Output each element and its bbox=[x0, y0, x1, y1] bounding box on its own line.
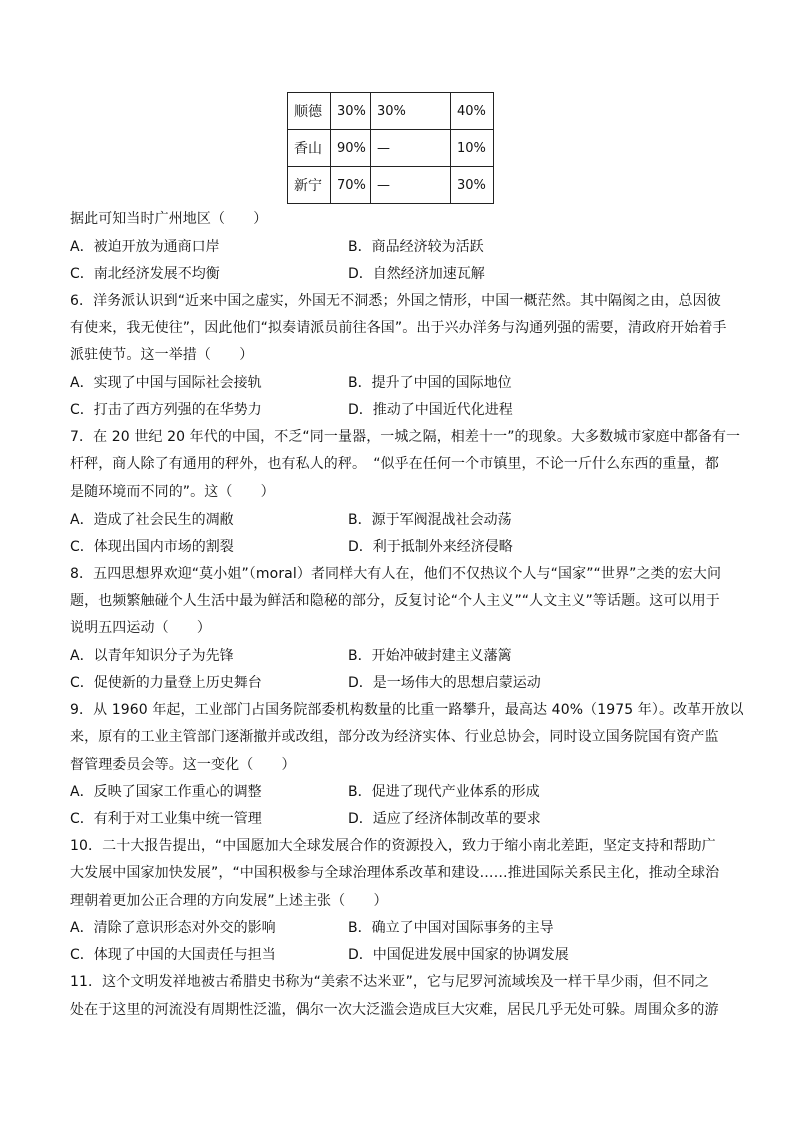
option-d[interactable]: D．适应了经济体制改革的要求 bbox=[348, 811, 541, 827]
option-a[interactable]: A．被迫开放为通商口岸 bbox=[70, 239, 220, 255]
question-stem-line: 说明五四运动（ ） bbox=[70, 620, 211, 636]
option-a[interactable]: A．造成了社会民生的凋敝 bbox=[70, 512, 234, 528]
question-stem-line: 派驻使节。这一举措（ ） bbox=[70, 347, 254, 363]
option-b[interactable]: B．开始冲破封建主义藩篱 bbox=[348, 648, 512, 664]
table-cell: 40% bbox=[451, 93, 494, 130]
option-c[interactable]: C．促使新的力量登上历史舞台 bbox=[70, 675, 262, 691]
table-cell: — bbox=[371, 167, 451, 204]
option-a[interactable]: A．清除了意识形态对外交的影响 bbox=[70, 920, 276, 936]
region-data-table bbox=[287, 92, 494, 204]
table-cell: — bbox=[371, 130, 451, 167]
option-c[interactable]: C．体现出国内市场的割裂 bbox=[70, 539, 234, 555]
table-row bbox=[288, 130, 494, 167]
question-stem-line: 有使来，我无使往”，因此他们“拟奏请派员前往各国”。出于兴办洋务与沟通列强的需要，清政府开始着手 bbox=[70, 320, 727, 336]
option-b[interactable]: B．商品经济较为活跃 bbox=[348, 239, 484, 255]
table-cell: 10% bbox=[451, 130, 494, 167]
question-stem-line: 据此可知当时广州地区（ ） bbox=[70, 211, 268, 227]
table-cell: 70% bbox=[331, 167, 371, 204]
option-c[interactable]: C．打击了西方列强的在华势力 bbox=[70, 402, 262, 418]
option-c[interactable]: C．体现了中国的大国责任与担当 bbox=[70, 947, 276, 963]
question-stem-line: 是随环境而不同的”。这（ ） bbox=[70, 484, 275, 500]
option-a[interactable]: A．反映了国家工作重心的调整 bbox=[70, 784, 262, 800]
question-stem-line: 题，也频繁触碰个人生活中最为鲜活和隐秘的部分，反复讨论“个人主义”“人文主义”等话题。这可以用于 bbox=[70, 593, 720, 609]
table-cell: 30% bbox=[371, 93, 451, 130]
question-stem-line: 10．二十大报告提出，“中国愿加大全球发展合作的资源投入，致力于缩小南北差距，坚定支持和帮助广 bbox=[70, 838, 716, 854]
question-stem-line: 11．这个文明发祥地被古希腊史书称为“美索不达米亚”，它与尼罗河流域埃及一样干旱少雨，但不同之 bbox=[70, 974, 710, 990]
option-b[interactable]: B．提升了中国的国际地位 bbox=[348, 375, 512, 391]
question-stem-line: 督管理委员会等。这一变化（ ） bbox=[70, 757, 296, 773]
option-a[interactable]: A．以青年知识分子为先锋 bbox=[70, 648, 234, 664]
question-stem-line: 来，原有的工业主管部门逐渐撤并或改组，部分改为经济实体、行业总协会，同时设立国务院国有资产监 bbox=[70, 729, 719, 745]
option-b[interactable]: B．确立了中国对国际事务的主导 bbox=[348, 920, 554, 936]
question-stem-line: 杆秤，商人除了有通用的秤外，也有私人的秤。 “似乎在任何一个市镇里，不论一斤什么东西的重量，都 bbox=[70, 456, 719, 472]
option-c[interactable]: C．南北经济发展不均衡 bbox=[70, 266, 220, 282]
question-stem-line: 理朝着更加公正合理的方向发展”上述主张（ ） bbox=[70, 893, 388, 909]
table-cell: 30% bbox=[451, 167, 494, 204]
option-a[interactable]: A．实现了中国与国际社会接轨 bbox=[70, 375, 262, 391]
option-d[interactable]: D．推动了中国近代化进程 bbox=[348, 402, 513, 418]
table-cell: 30% bbox=[331, 93, 371, 130]
table-row bbox=[288, 93, 494, 130]
option-d[interactable]: D．中国促进发展中国家的协调发展 bbox=[348, 947, 569, 963]
option-d[interactable]: D．是一场伟大的思想启蒙运动 bbox=[348, 675, 541, 691]
table-cell: 新宁 bbox=[288, 167, 331, 204]
table-cell: 90% bbox=[331, 130, 371, 167]
question-stem-line: 9．从 1960 年起，工业部门占国务院部委机构数量的比重一路攀升，最高达 40%（1975 年）。改革开放以 bbox=[70, 702, 744, 718]
option-b[interactable]: B．促进了现代产业体系的形成 bbox=[348, 784, 540, 800]
table-cell: 香山 bbox=[288, 130, 331, 167]
option-d[interactable]: D．自然经济加速瓦解 bbox=[348, 266, 485, 282]
question-stem-line: 大发展中国家加快发展”，“中国积极参与全球治理体系改革和建设……推进国际关系民主化，推动全球治 bbox=[70, 865, 720, 881]
table-cell: 顺德 bbox=[288, 93, 331, 130]
question-stem-line: 6．洋务派认识到“近来中国之虚实，外国无不洞悉；外国之情形，中国一概茫然。其中隔阂之由，总因彼 bbox=[70, 293, 721, 309]
question-stem-line: 8．五四思想界欢迎“莫小姐”（moral）者同样大有人在，他们不仅热议个人与“国家”“世界”之类的宏大问 bbox=[70, 566, 722, 582]
option-b[interactable]: B．源于军阀混战社会动荡 bbox=[348, 512, 512, 528]
option-d[interactable]: D．利于抵制外来经济侵略 bbox=[348, 539, 513, 555]
table-row bbox=[288, 167, 494, 204]
question-stem-line: 处在于这里的河流没有周期性泛滥，偶尔一次大泛滥会造成巨大灾难，居民几乎无处可躲。周围众多的游 bbox=[70, 1002, 719, 1018]
question-stem-line: 7．在 20 世纪 20 年代的中国，不乏“同一量器，一城之隔，相差十一”的现象。大多数城市家庭中都备有一 bbox=[70, 429, 741, 445]
option-c[interactable]: C．有利于对工业集中统一管理 bbox=[70, 811, 262, 827]
